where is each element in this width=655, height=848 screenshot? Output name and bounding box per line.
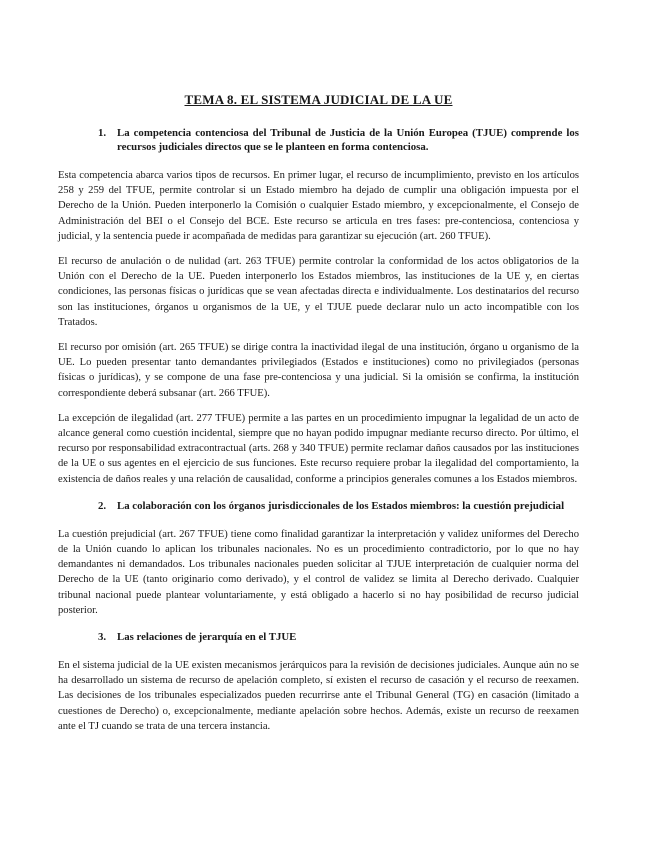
section-3-heading bbox=[58, 630, 579, 644]
section-heading-text: La competencia contenciosa del Tribunal de Justicia de la Unión Europea (TJUE) comprende los recursos judiciales directos que se le planteen en forma contenciosa. bbox=[117, 127, 579, 153]
paragraph: Esta competencia abarca varios tipos de recursos. En primer lugar, el recurso de incumplimiento, previsto en los artículos 258 y 259 del TFUE, permite controlar si un Estado miembro ha dejado de cumplir una obligación impuesta por el Derecho de la Unión. Pueden interponerlo la Comisión o cualquier Estado miembro, y excepcionalmente, el Consejo de Administración del BEI o el Consejo del BCE. Este recurso se articula en tres fases: pre-contenciosa, contenciosa y judicial, y la sentencia puede ir acompañada de medidas para garantizar su ejecución (art. 260 TFUE). bbox=[58, 170, 579, 242]
paragraph: La cuestión prejudicial (art. 267 TFUE) tiene como finalidad garantizar la interpretación y validez uniformes del Derecho de la Unión cuando lo aplican los tribunales nacionales. No es un procedimiento contradictorio, por lo que no hay demandantes ni demandados. Los tribunales nacionales pueden solicitar al TJUE interpretación de cualquier norma del Derecho de la UE (tanto originario como derivado), y el control de validez se limita al Derecho derivado. Cualquier tribunal nacional puede plantear voluntariamente, y está obligado a hacerlo si no hay posibilidad de recurso judicial posterior. bbox=[58, 528, 579, 616]
document-page bbox=[58, 92, 579, 744]
paragraph: El recurso de anulación o de nulidad (art. 263 TFUE) permite controlar la conformidad de los actos obligatorios de la Unión con el Derecho de la UE. Pueden interponerlo los Estados miembros, las instituciones de la UE y, en ciertas condiciones, las personas físicas o jurídicas que se vean afectadas directa e individualmente. Los destinatarios del recurso son las instituciones, órganos u organismos de la UE, y el TJUE puede declarar nulo un acto incompatible con los Tratados. bbox=[58, 256, 579, 328]
section-2-heading bbox=[58, 499, 579, 513]
section-heading-text: La colaboración con los órganos jurisdiccionales de los Estados miembros: la cuestión prejudicial bbox=[117, 499, 565, 512]
section-heading-text: Las relaciones de jerarquía en el TJUE bbox=[117, 631, 297, 644]
paragraph: En el sistema judicial de la UE existen mecanismos jerárquicos para la revisión de decisiones judiciales. Aunque aún no se ha desarrollado un sistema de recurso de apelación completo, sí existen el recurso de casación y el recurso de reexamen. Las decisiones de los tribunales especializados pueden recurrirse ante el Tribunal General (TG) en casación (limitado a cuestiones de Derecho) o, excepcionalmente, mediante apelación sobre hechos. Además, existe un recurso de reexamen ante el TJ cuando se trata de una tercera instancia. bbox=[58, 660, 579, 732]
section-1-heading bbox=[58, 126, 579, 154]
paragraph: El recurso por omisión (art. 265 TFUE) se dirige contra la inactividad ilegal de una institución, órgano u organismo de la UE. Lo pueden presentar tanto demandantes privilegiados (Estados e instituciones) como no privilegiados (personas físicas o jurídicas), y se compone de una fase pre-contenciosa y una judicial. Si la omisión se confirma, la institución correspondiente deberá subsanar (art. 266 TFUE). bbox=[58, 342, 579, 399]
paragraph: La excepción de ilegalidad (art. 277 TFUE) permite a las partes en un procedimiento impugnar la legalidad de un acto de alcance general como cuestión incidental, siempre que no hayan podido impugnar mediante recurso directo. Por último, el recurso por responsabilidad extracontractual (arts. 268 y 340 TFUE) permite reclamar daños causados por las instituciones de la UE o sus agentes en el ejercicio de sus funciones. Este recurso requiere probar la ilegalidad del comportamiento, la existencia de daños reales y una relación de causalidad, conforme a principios generales comunes a los Estados miembros. bbox=[58, 412, 579, 485]
section-number: 3. bbox=[98, 631, 107, 644]
section-number: 2. bbox=[98, 499, 107, 512]
section-number: 1. bbox=[98, 127, 107, 139]
document-title: TEMA 8. EL SISTEMA JUDICIAL DE LA UE bbox=[184, 92, 453, 107]
